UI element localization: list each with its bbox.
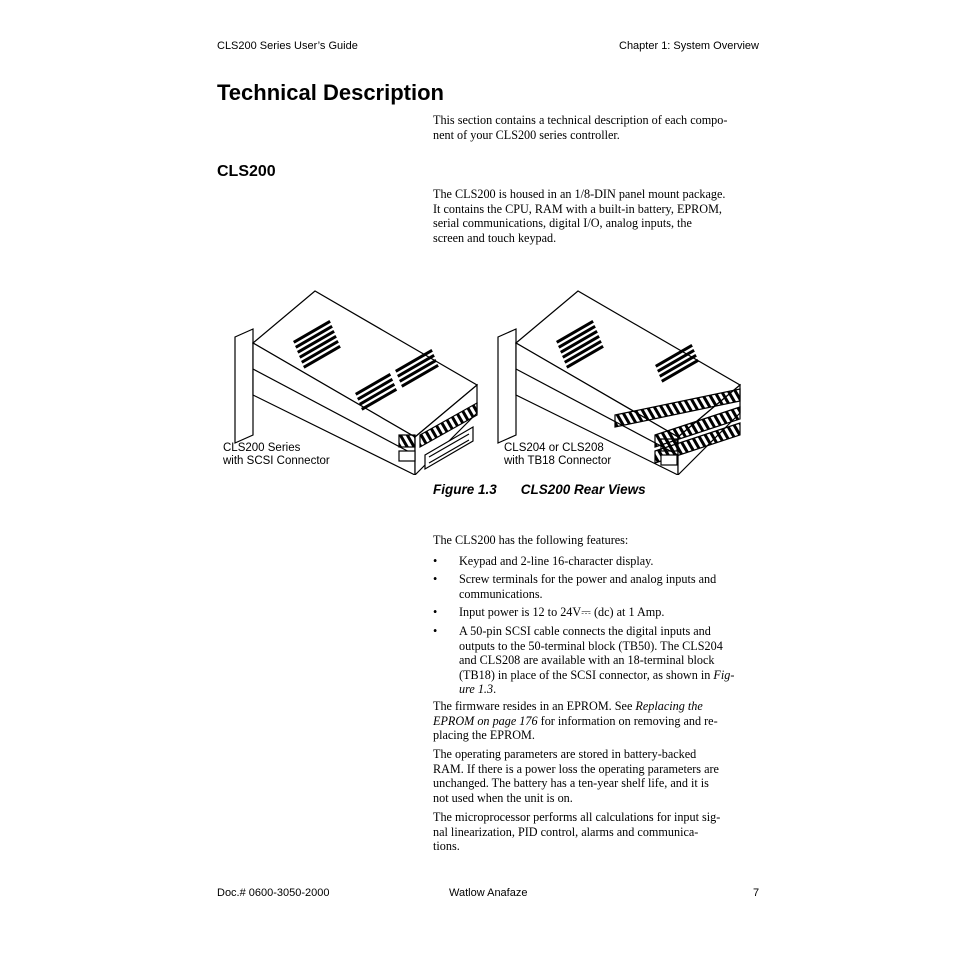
figure-caption: [433, 482, 646, 497]
subsection-title: CLS200: [217, 163, 276, 180]
feature-item: [433, 624, 763, 697]
feature-line: and CLS208 are available with an 18-terminal block: [459, 653, 715, 668]
feature-line: Keypad and 2-line 16-character display.: [459, 553, 654, 568]
feature-line: A 50-pin SCSI cable connects the digital inputs and: [459, 623, 711, 638]
feature-tail: .: [493, 682, 497, 697]
feature-line: [459, 682, 763, 697]
battery-paragraph: [433, 747, 763, 805]
intro-paragraph: [433, 113, 763, 142]
replacing-eprom-link-cont[interactable]: EPROM on page 176: [433, 713, 538, 728]
replacing-eprom-link[interactable]: Replacing the: [635, 699, 703, 713]
firmware-paragraph: [433, 699, 763, 743]
running-header-right: Chapter 1: System Overview: [619, 40, 759, 52]
micro-line: tions.: [433, 839, 460, 854]
feature-line: Screw terminals for the power and analog inputs and: [459, 572, 717, 587]
battery-line: not used when the unit is on.: [433, 790, 573, 805]
figure-reference-link[interactable]: Fig-: [713, 667, 735, 682]
firmware-line: placing the EPROM.: [433, 728, 535, 743]
footer-company: Watlow Anafaze: [449, 887, 528, 899]
right-caption-line: with TB18 Connector: [504, 455, 612, 467]
battery-line: The operating parameters are stored in battery-backed: [433, 747, 697, 761]
firmware-text: The firmware resides in an EPROM. See: [433, 699, 636, 713]
features-section: [433, 533, 763, 701]
right-caption-line: CLS204 or CLS208: [504, 442, 604, 454]
left-caption-line: with SCSI Connector: [223, 455, 330, 467]
feature-text: (TB18) in place of the SCSI connector, as shown in: [459, 667, 714, 682]
section-title: Technical Description: [217, 80, 444, 105]
cls200-description: [433, 187, 763, 245]
bullet: •: [433, 605, 438, 620]
micro-line: nal linearization, PID control, alarms and communica-: [433, 824, 699, 839]
desc-line: screen and touch keypad.: [433, 230, 557, 245]
figure-rear-views: [215, 285, 760, 475]
left-caption-line: CLS200 Series: [223, 442, 301, 454]
desc-line: The CLS200 is housed in an 1/8-DIN panel mount package.: [433, 187, 726, 201]
features-list: [433, 554, 763, 697]
feature-line: [459, 668, 763, 683]
bullet: •: [433, 572, 438, 587]
feature-item: [433, 572, 763, 601]
desc-line: It contains the CPU, RAM with a built-in battery, EPROM,: [433, 201, 722, 216]
feature-item: [433, 605, 763, 620]
micro-line: The microprocessor performs all calculations for input sig-: [433, 810, 721, 824]
bullet: •: [433, 553, 438, 568]
figure-title: CLS200 Rear Views: [520, 482, 646, 497]
battery-line: unchanged. The battery has a ten-year shelf life, and it is: [433, 776, 709, 791]
feature-line: outputs to the 50-terminal block (TB50). The CLS204: [459, 638, 723, 653]
feature-line: Input power is 12 to 24V⎓ (dc) at 1 Amp.: [459, 605, 665, 620]
footer-page-number: 7: [753, 887, 760, 899]
figure-label: Figure 1.3: [433, 482, 497, 497]
bullet: •: [433, 623, 438, 638]
feature-line: communications.: [459, 586, 543, 601]
firmware-line: [433, 699, 763, 714]
intro-line: This section contains a technical description of each compo-: [433, 113, 728, 127]
right-unit-caption: [504, 442, 611, 468]
figure-reference-link-cont[interactable]: ure 1.3: [459, 682, 494, 697]
desc-line: serial communications, digital I/O, analog inputs, the: [433, 216, 692, 231]
firmware-line: [433, 714, 763, 729]
microprocessor-paragraph: [433, 810, 763, 854]
footer-doc-number: Doc.# 0600-3050-2000: [217, 887, 330, 899]
left-unit-caption: [223, 442, 330, 468]
features-intro: The CLS200 has the following features:: [433, 533, 629, 547]
intro-line: nent of your CLS200 series controller.: [433, 127, 620, 142]
firmware-text: for information on removing and re-: [537, 713, 718, 728]
battery-line: RAM. If there is a power loss the operating parameters are: [433, 761, 719, 776]
running-header-left: CLS200 Series User’s Guide: [217, 40, 358, 52]
feature-item: [433, 554, 763, 569]
